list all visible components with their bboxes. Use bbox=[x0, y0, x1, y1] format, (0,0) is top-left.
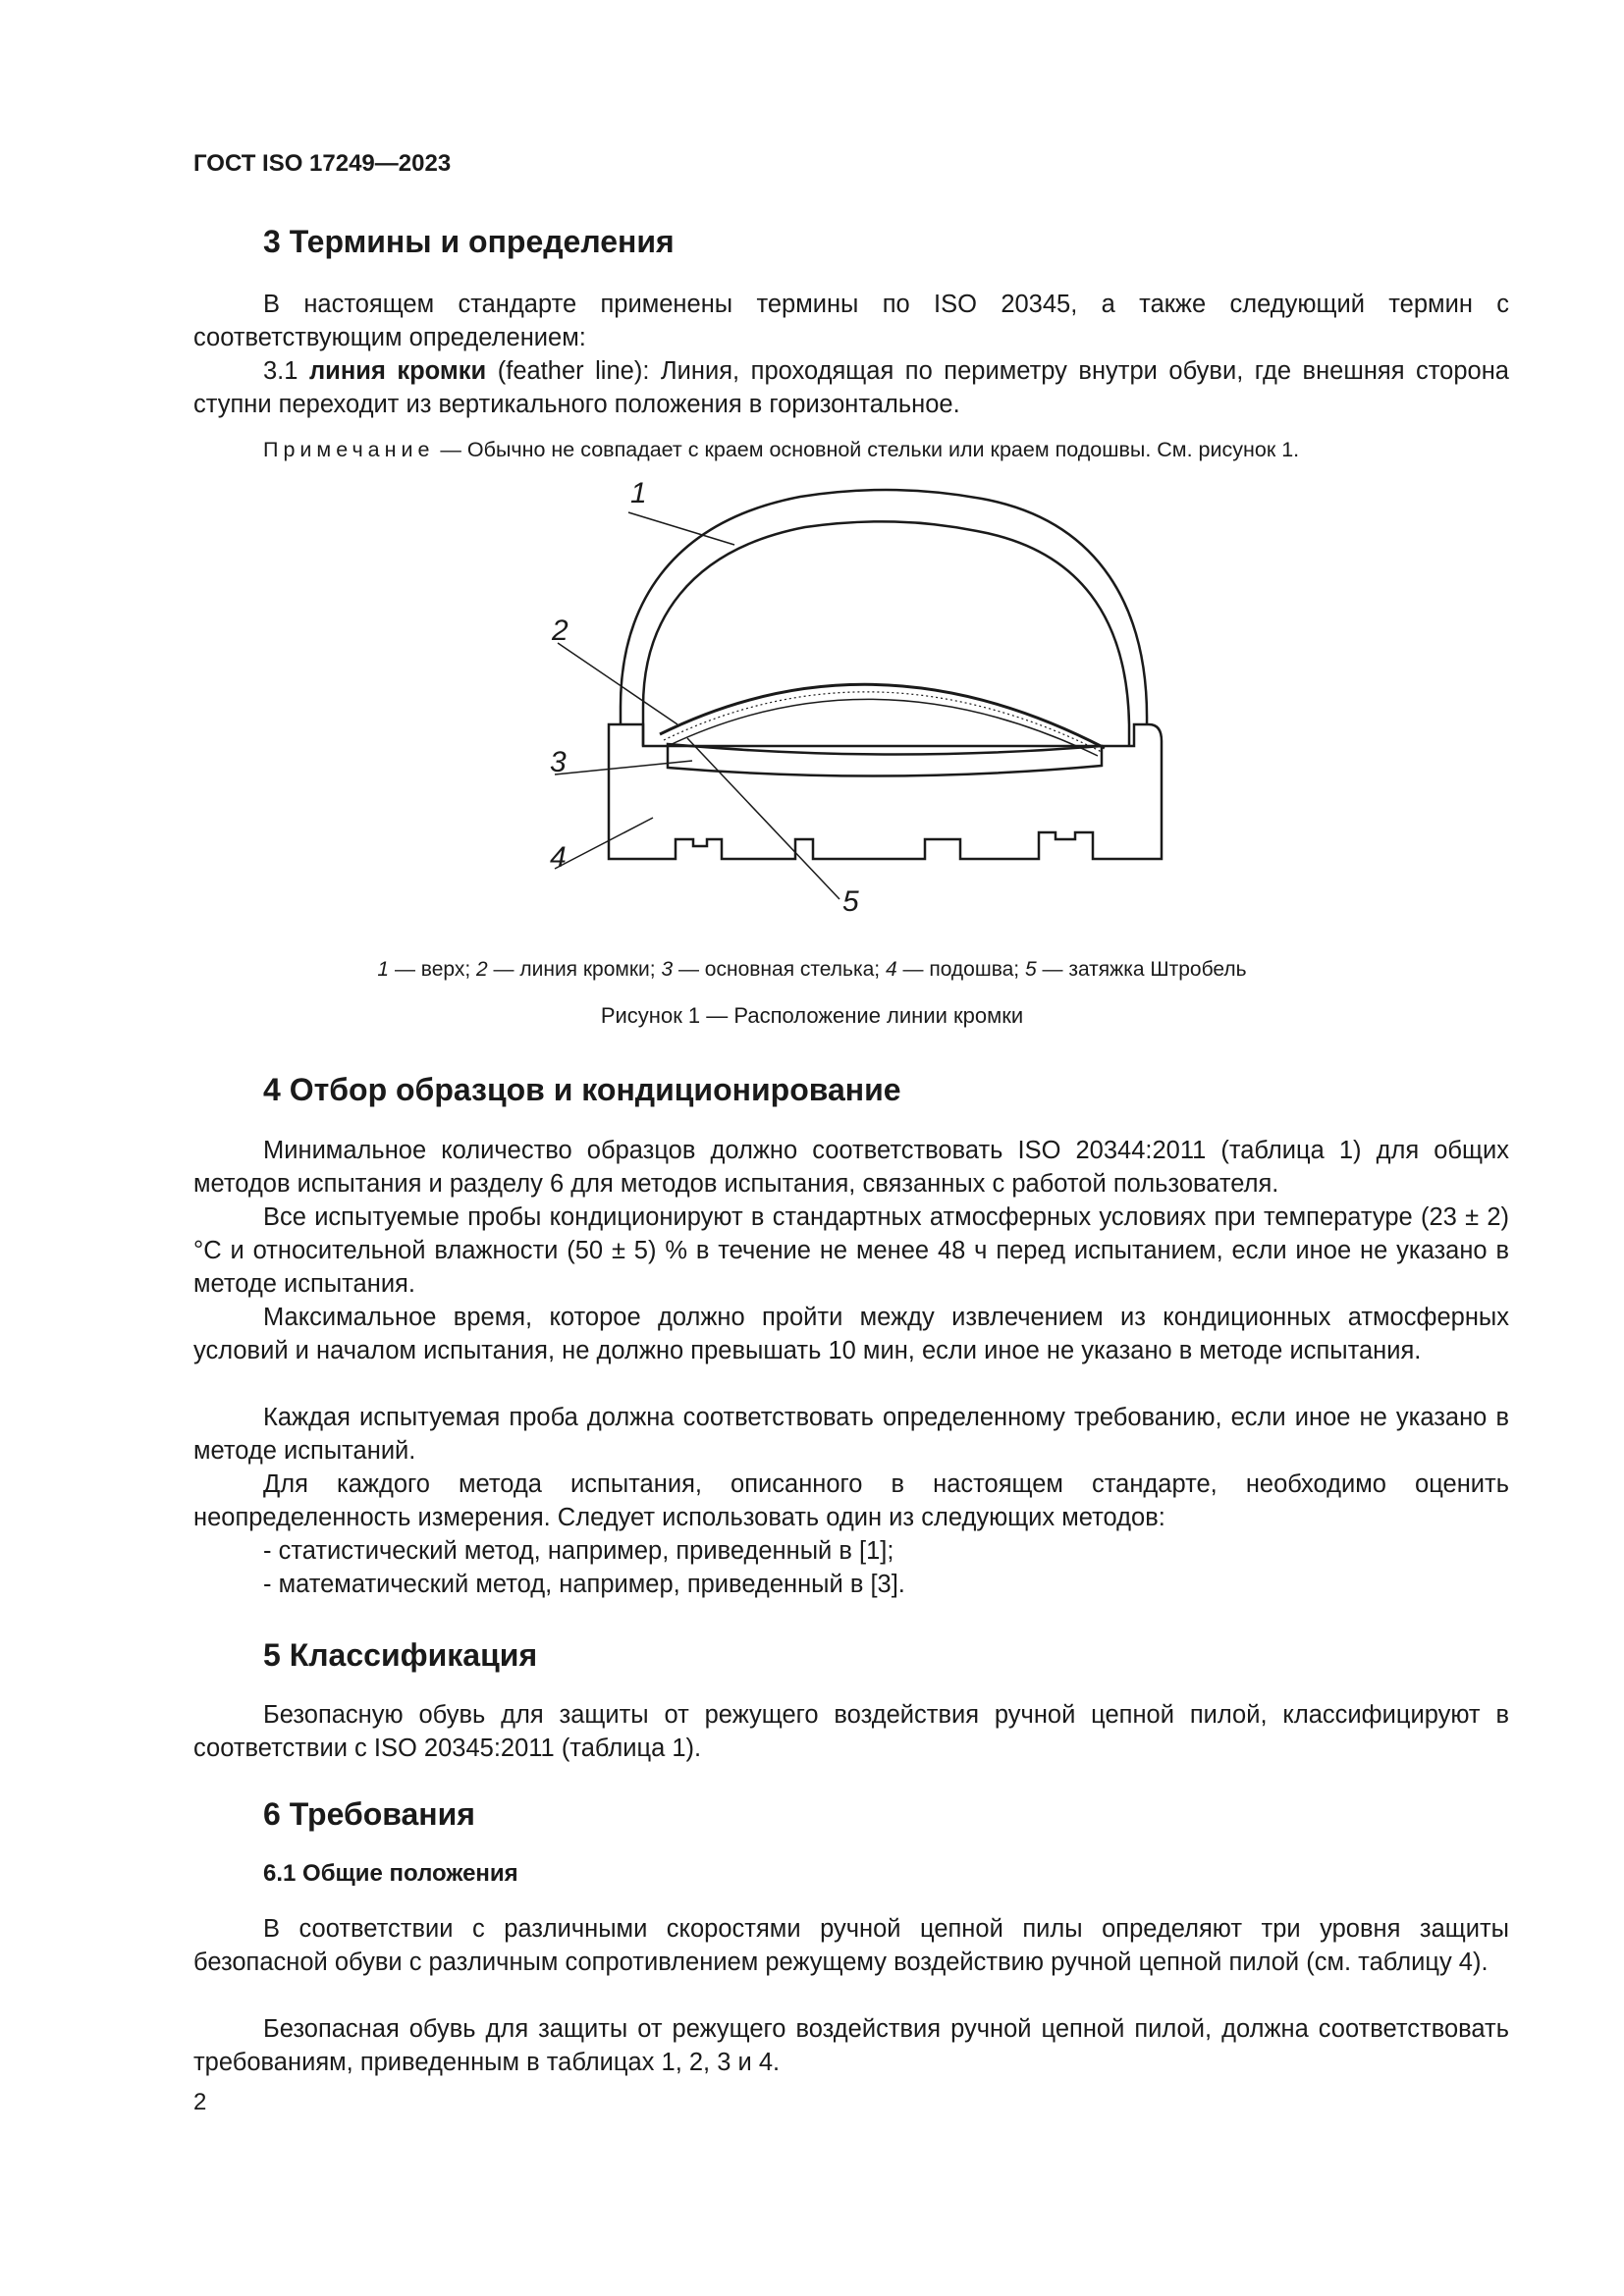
term-name: линия кромки bbox=[308, 357, 487, 385]
label-4: 4 bbox=[550, 841, 567, 874]
section-4-p2: Все испытуемые пробы кондиционируют в стандартных атмосферных условиях при температуре (23 ± 2) °С и относительной влажности (50 ± 5) % в течение не менее 48 ч перед испытанием, если иное не указано в методе испытания. bbox=[193, 1203, 1509, 1298]
note-label: Примечание bbox=[263, 438, 435, 461]
feather-line-inner bbox=[668, 699, 1098, 756]
sole-outline bbox=[609, 724, 1162, 859]
section-4-p1: Минимальное количество образцов должно соответствовать ISO 20344:2011 (таблица 1) для общих методов испытания и разделу 6 для методов испытания, связанных с работой пользователя. bbox=[193, 1137, 1509, 1198]
section-5-p1: Безопасную обувь для защиты от режущего воздействия ручной цепной пилой, классифицируют в соответствии с ISO 20345:2011 (таблица 1). bbox=[193, 1701, 1509, 1762]
method-list-item-2: - математический метод, например, приведенный в [3]. bbox=[263, 1571, 905, 1598]
term-text: (feather line): Линия, проходящая по периметру внутри обуви, где внешняя сторона ступни переходит из вертикального положения в горизонтальное. bbox=[193, 357, 1509, 418]
upper-outer bbox=[621, 490, 1147, 724]
legend-text-4: — подошва; bbox=[896, 958, 1025, 981]
feather-line bbox=[660, 684, 1105, 748]
section-4-p3: Максимальное время, которое должно пройти между извлечением из кондиционных атмосферных условий и началом испытания, не должно превышать 10 мин, если иное не указано в методе испытания. bbox=[193, 1304, 1509, 1364]
legend-num-3: 3 bbox=[661, 958, 674, 981]
section-6-title: 6 Требования bbox=[263, 1796, 475, 1832]
upper-inner bbox=[643, 521, 1129, 746]
figure-1-diagram bbox=[0, 0, 1624, 942]
legend-text-3: — основная стелька; bbox=[673, 958, 886, 981]
section-4-title: 4 Отбор образцов и кондиционирование bbox=[263, 1072, 901, 1107]
section-4-p5: Для каждого метода испытания, описанного в настоящем стандарте, необходимо оценить неопределенность измерения. Следует использовать один из следующих методов: bbox=[193, 1470, 1509, 1531]
legend-text-2: — линия кромки; bbox=[487, 958, 662, 981]
term-number: 3.1 bbox=[263, 357, 298, 385]
legend-num-1: 1 bbox=[377, 958, 390, 981]
section-6-p2: Безопасная обувь для защиты от режущего воздействия ручной цепной пилой, должна соответствовать требованиям, приведенным в таблицах 1, 2, 3 и 4. bbox=[193, 2015, 1509, 2076]
figure-caption: Рисунок 1 — Расположение линии кромки bbox=[600, 1003, 1024, 1028]
page-number: 2 bbox=[193, 2089, 207, 2115]
section-4-p4: Каждая испытуемая проба должна соответствовать определенному требованию, если иное не указано в методе испытаний. bbox=[193, 1404, 1509, 1465]
label-3: 3 bbox=[550, 746, 567, 778]
legend-text-5: — затяжка Штробель bbox=[1036, 958, 1247, 981]
leader-4 bbox=[555, 818, 653, 869]
figure-legend bbox=[0, 958, 1624, 982]
label-2: 2 bbox=[552, 614, 568, 647]
section-6-p1: В соответствии с различными скоростями ручной цепной пилы определяют три уровня защиты безопасной обуви с различным сопротивлением режущему воздействию ручной цепной пилой (см. таблицу 4). bbox=[193, 1915, 1509, 1976]
section-5-title: 5 Классификация bbox=[263, 1637, 538, 1673]
leader-1 bbox=[628, 512, 734, 545]
label-5: 5 bbox=[842, 885, 859, 918]
legend-num-2: 2 bbox=[476, 958, 488, 981]
leader-2 bbox=[558, 643, 677, 724]
method-list-item-1: - статистический метод, например, приведенный в [1]; bbox=[263, 1537, 894, 1565]
legend-num-4: 4 bbox=[885, 958, 897, 981]
section-3-intro: В настоящем стандарте применены термины по ISO 20345, а также следующий термин с соответствующим определением: bbox=[193, 291, 1509, 351]
legend-num-5: 5 bbox=[1024, 958, 1037, 981]
leader-5 bbox=[687, 738, 839, 899]
section-6-1-title: 6.1 Общие положения bbox=[263, 1860, 518, 1887]
label-1: 1 bbox=[630, 477, 647, 509]
insole bbox=[668, 744, 1102, 776]
section-3-title: 3 Термины и определения bbox=[263, 224, 675, 259]
note-text: — Обычно не совпадает с краем основной стельки или краем подошвы. См. рисунок 1. bbox=[434, 438, 1300, 461]
document-header: ГОСТ ISO 17249—2023 bbox=[193, 150, 452, 177]
legend-text-1: — верх; bbox=[389, 958, 476, 981]
